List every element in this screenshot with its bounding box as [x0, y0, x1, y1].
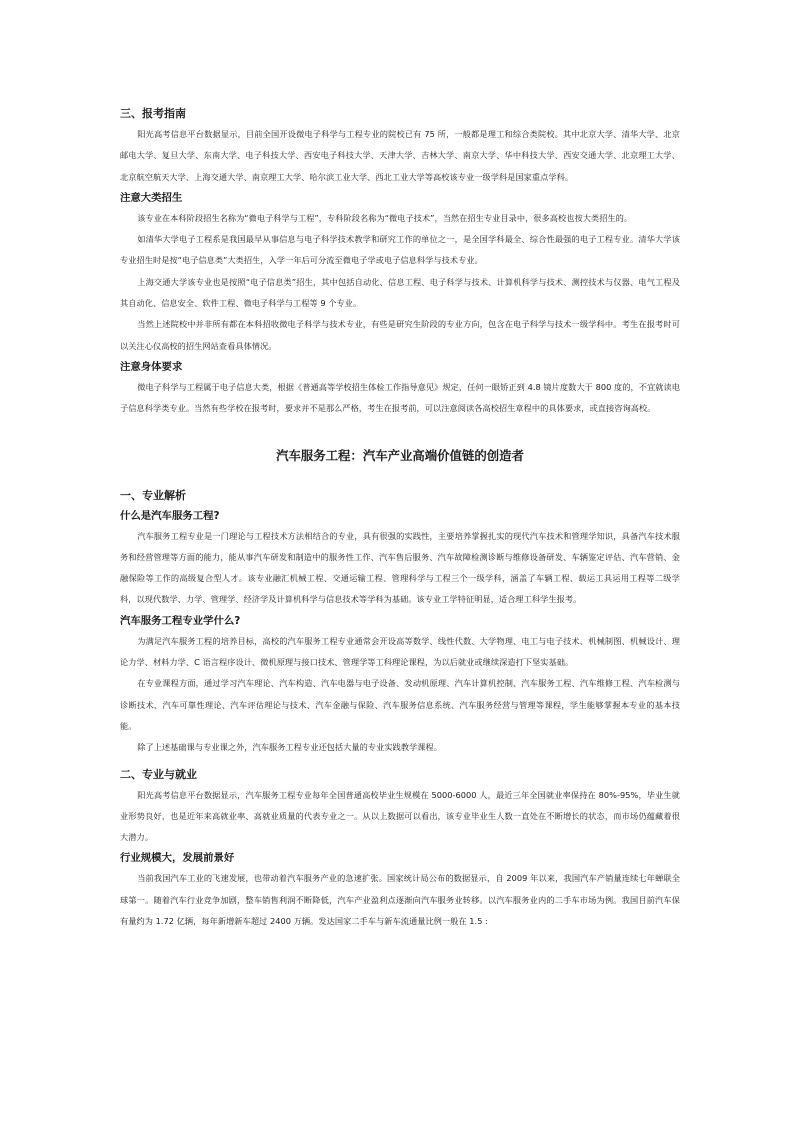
paragraph: 阳光高考信息平台数据显示，目前全国开设微电子科学与工程专业的院校已有 75 所，一般都是理工和综合类院校。其中北京大学、清华大学、北京邮电大学、复旦大学、东南大学、电子科技大学、西安电子科技大学、天津大学、吉林大学、南京大学、华中科技大学、西安交通大学、北京理工大学、北京航空航天大学、上海交通大学、南京理工大学、哈尔滨工业大学、西北工业大学等高校该专业一级学科是国家重点学科。	[120, 129, 680, 182]
paragraph: 上海交通大学该专业也是按照“电子信息类”招生，其中包括自动化、信息工程、电子科学与技术、计算机科学与技术、测控技术与仪器、电气工程及其自动化、信息安全、软件工程、微电子科学与工程等 9 个专业。	[120, 276, 680, 309]
paragraph: 当然上述院校中并非所有都在本科招收微电子科学与技术专业，有些是研究生阶段的专业方向，包含在电子科学与技术一级学科中。考生在报考时可以关注心仪高校的招生网站查看具体情况。	[120, 319, 680, 351]
paragraph: 为满足汽车服务工程的培养目标，高校的汽车服务工程专业通常会开设高等数学、线性代数、大学物理、电工与电子技术、机械制图、机械设计、理论力学、材料力学、C 语言程序设计、微机原理与接口技术、管理学等工科理论课程，为以后就业或继续深造打下坚实基础。	[120, 635, 680, 668]
section-heading-application-guide: 三、报考指南	[120, 107, 186, 120]
article-title: 汽车服务工程：汽车产业高端价值链的创造者	[276, 447, 524, 463]
paragraph: 除了上述基础课与专业课之外，汽车服务工程专业还包括大量的专业实践教学课程。	[137, 742, 443, 753]
paragraph: 该专业在本科阶段招生名称为“微电子科学与工程”，专科阶段名称为“微电子技术”，当然在招生专业目录中，很多高校也按大类招生的。	[137, 212, 633, 223]
paragraph: 阳光高考信息平台数据显示，汽车服务工程专业每年全国普通高校毕业生规模在 5000-6000 人，最近三年全国就业率保持在 80%-95%，毕业生就业形势良好，也是近年来高就业率、高就业质量的代表专业之一。从以上数据可以看出，该专业毕业生人数一直处在不断增长的状态，而市场仍蕴藏着很大潜力。	[120, 789, 680, 843]
section-heading-major-employment: 二、专业与就业	[120, 767, 197, 781]
subheading-industry-scale: 行业规模大，发展前景好	[120, 852, 235, 865]
subheading-what-is: 什么是汽车服务工程?	[120, 509, 220, 522]
subheading-physical-requirements: 注意身体要求	[120, 360, 183, 373]
paragraph: 汽车服务工程专业是一门理论与工程技术方法相结合的专业，具有很强的实践性，主要培养掌握扎实的现代汽车技术和管理学知识，具备汽车技术服务和经营管理等方面的能力，能从事汽车研发和制造中的服务性工作、汽车售后服务、汽车故障检测诊断与维修设备研发、车辆鉴定评估、汽车营销、金融保险等工作的高级复合型人才。该专业融汇机械工程、交通运输工程、管理科学与工程三个一级学科，涵盖了车辆工程、载运工具运用工程等二级学科，以现代数学、力学、管理学、经济学及计算机科学与信息技术等学科为基础。该专业工学特征明显，适合理工科学生报考。	[120, 530, 680, 605]
paragraph: 微电子科学与工程属于电子信息大类，根据《普通高等学校招生体检工作指导意见》规定，任何一眼矫正到 4.8 镜片度数大于 800 度的，不宜就读电子信息科学类专业。当然有些学校在报考时，要求并不是那么严格，考生在报考前，可以注意阅读各高校招生章程中的具体要求，或直接咨询高校。	[120, 381, 680, 414]
subheading-what-to-study: 汽车服务工程专业学什么?	[120, 614, 241, 627]
paragraph: 如清华大学电子工程系是我国最早从事信息与电子科学技术教学和研究工作的单位之一，是全国学科最全、综合性最强的电子工程专业。清华大学该专业招生时是按“电子信息类”大类招生，入学一年后可分流至微电子学或电子信息科学与技术专业。	[120, 234, 680, 266]
section-heading-major-analysis: 一、专业解析	[120, 488, 186, 502]
paragraph: 当前我国汽车工业的飞速发展，也带动着汽车服务产业的急速扩张。国家统计局公布的数据显示，自 2009 年以来，我国汽车产销量连续七年蝉联全球第一。随着汽车行业竞争加剧，整车销售利润不断降低，汽车产业盈利点逐渐向汽车服务业转移。以汽车服务业内的二手车市场为例。我国目前汽车保有量约为 1.72 亿辆，每年新增新车超过 2400 万辆。发达国家二手车与新车流通量比例一般在 1.5 :	[120, 873, 680, 927]
subheading-category-enrollment: 注意大类招生	[120, 191, 183, 204]
paragraph: 在专业课程方面，通过学习汽车理论、汽车构造、汽车电器与电子设备、发动机原理、汽车计算机控制、汽车服务工程、汽车维修工程、汽车检测与诊断技术、汽车可靠性理论、汽车评估理论与技术、汽车金融与保险、汽车服务信息系统、汽车服务经营与管理等课程，学生能够掌握本专业的基本技能。	[120, 678, 680, 731]
document-page	[120, 104, 680, 932]
